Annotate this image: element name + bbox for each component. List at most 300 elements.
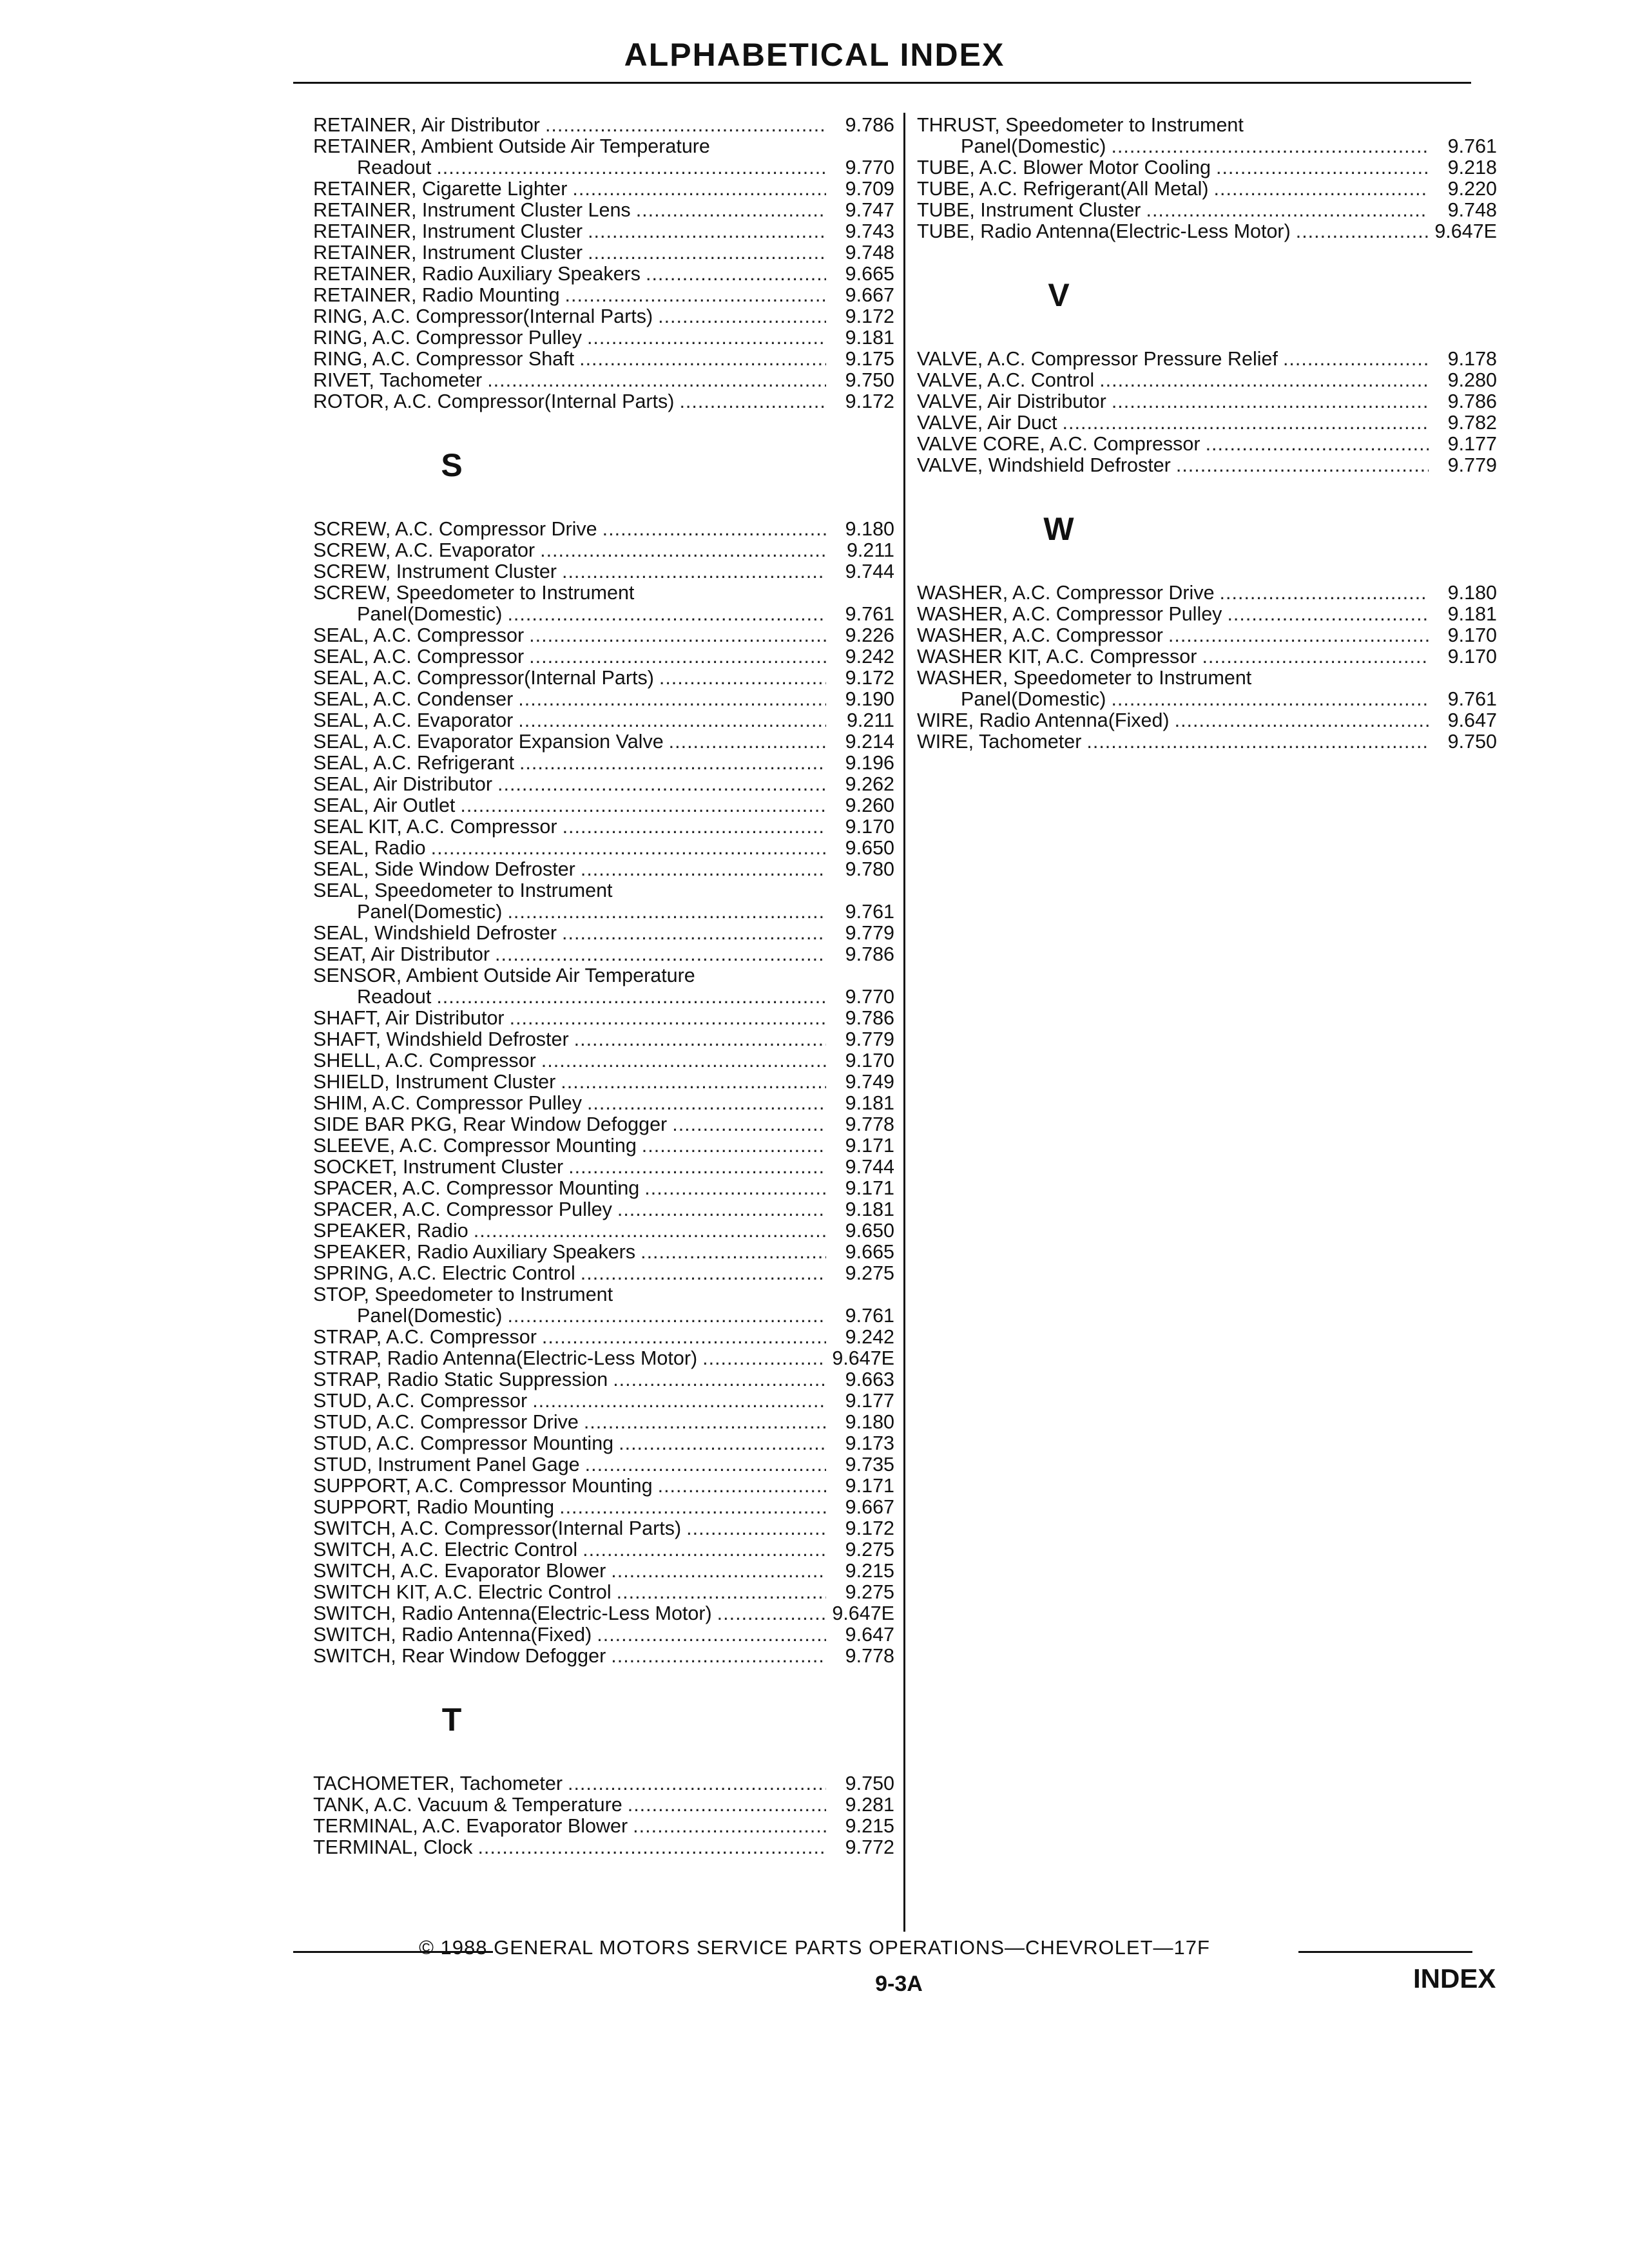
dot-leader <box>436 986 826 1008</box>
index-entry-lead: SENSOR, Ambient Outside Air Temperature <box>313 965 695 986</box>
dot-leader <box>585 1454 826 1475</box>
index-entry-page: 9.650 <box>845 837 894 859</box>
index-entry-row <box>313 1646 894 1667</box>
dot-leader <box>1214 178 1429 200</box>
index-entry-page: 9.761 <box>845 1305 894 1327</box>
index-entry-row <box>313 1157 894 1178</box>
index-entry <box>313 1433 894 1454</box>
index-entry-lead: THRUST, Speedometer to Instrument <box>917 114 1244 136</box>
dot-leader <box>1063 412 1429 434</box>
index-entry-page: 9.177 <box>845 1390 894 1412</box>
index-entry-name: WASHER, A.C. Compressor Pulley <box>917 603 1222 625</box>
index-entry-row <box>313 285 894 306</box>
index-entry-page: 9.242 <box>845 646 894 668</box>
index-entry-name: RETAINER, Instrument Cluster <box>313 220 583 242</box>
index-entry <box>313 859 894 880</box>
index-entry-row <box>313 1242 894 1263</box>
index-entry-row <box>313 221 894 242</box>
page-number: 9-3A <box>875 1972 923 1996</box>
dot-leader <box>562 923 826 944</box>
index-entry-row <box>313 1624 894 1646</box>
index-entry-name: TUBE, Radio Antenna(Electric-Less Motor) <box>917 220 1291 242</box>
index-entry-name: TACHOMETER, Tachometer <box>313 1773 563 1794</box>
index-entry <box>313 327 894 349</box>
index-entry <box>313 1582 894 1603</box>
column-divider <box>903 113 905 1932</box>
dot-leader <box>1227 604 1429 625</box>
dot-leader <box>1168 625 1429 646</box>
index-entry-page: 9.750 <box>845 1773 894 1794</box>
index-entry-page: 9.665 <box>845 1241 894 1263</box>
index-entry-row <box>313 944 894 965</box>
index-entry-name: SWITCH, A.C. Compressor(Internal Parts) <box>313 1517 682 1539</box>
index-entry-page: 9.747 <box>845 199 894 221</box>
index-entry-page: 9.761 <box>845 901 894 923</box>
index-entry-page: 9.170 <box>1447 646 1497 668</box>
index-entry-page: 9.275 <box>845 1539 894 1561</box>
index-entry-page: 9.786 <box>845 1007 894 1029</box>
index-entry-page: 9.772 <box>845 1836 894 1858</box>
index-entry <box>313 391 894 412</box>
index-entry-row <box>313 1837 894 1858</box>
index-entry-row <box>313 795 894 816</box>
dot-leader <box>532 1390 826 1412</box>
index-entry <box>313 774 894 795</box>
dot-leader <box>613 1369 826 1390</box>
index-entry <box>917 668 1497 710</box>
index-entry-page: 9.177 <box>1447 433 1497 455</box>
index-entry <box>313 944 894 965</box>
index-entry <box>313 838 894 859</box>
index-entry-name: SUPPORT, Radio Mounting <box>313 1496 555 1518</box>
index-entry-page: 9.280 <box>1447 369 1497 391</box>
index-entry-page: 9.667 <box>845 284 894 306</box>
index-entry <box>313 1390 894 1412</box>
dot-leader <box>644 1178 826 1199</box>
dot-leader <box>529 625 826 646</box>
index-entry-name: SPACER, A.C. Compressor Mounting <box>313 1177 640 1199</box>
dot-leader <box>617 1199 826 1220</box>
index-entry <box>313 816 894 838</box>
index-entry-page: 9.748 <box>845 242 894 264</box>
index-entry-name: TANK, A.C. Vacuum & Temperature <box>313 1794 622 1816</box>
dot-leader <box>507 604 826 625</box>
index-entry <box>313 880 894 923</box>
index-entry-page: 9.744 <box>845 1156 894 1178</box>
index-entry-page: 9.744 <box>845 561 894 582</box>
index-entry-page: 9.281 <box>845 1794 894 1816</box>
dot-leader <box>572 178 826 200</box>
index-entry-page: 9.780 <box>845 858 894 880</box>
index-entry-page: 9.650 <box>845 1220 894 1242</box>
index-entry-row <box>313 1816 894 1837</box>
index-entry-page: 9.779 <box>845 922 894 944</box>
index-entry-name: Panel(Domestic) <box>961 135 1106 157</box>
index-entry-name: SEAL, Air Distributor <box>313 773 492 795</box>
index-entry <box>313 561 894 582</box>
index-entry-row <box>313 391 894 412</box>
index-entry-name: SLEEVE, A.C. Compressor Mounting <box>313 1135 637 1157</box>
index-entry <box>313 923 894 944</box>
dot-leader <box>477 1837 826 1858</box>
dot-leader <box>611 1561 826 1582</box>
index-entry-page: 9.750 <box>1447 731 1497 753</box>
dot-leader <box>658 1475 826 1497</box>
index-entry-name: Readout <box>357 157 432 178</box>
dot-leader <box>1111 689 1429 710</box>
index-entry-name: SHELL, A.C. Compressor <box>313 1050 536 1072</box>
index-entry-row <box>313 540 894 561</box>
index-entry-name: Panel(Domestic) <box>961 688 1106 710</box>
index-entry <box>917 349 1497 370</box>
index-entry-row <box>313 1072 894 1093</box>
dot-leader <box>642 1135 826 1157</box>
index-entry-row <box>313 1390 894 1412</box>
dot-leader <box>584 1412 826 1433</box>
index-entry-page: 9.242 <box>845 1326 894 1348</box>
index-entry-row <box>917 434 1497 455</box>
index-entry-name: WASHER, A.C. Compressor Drive <box>917 582 1215 604</box>
index-entry-row <box>313 838 894 859</box>
index-entry <box>313 370 894 391</box>
index-entry <box>313 1646 894 1667</box>
index-entry-row <box>313 1008 894 1029</box>
index-entry-name: STUD, A.C. Compressor <box>313 1390 528 1412</box>
index-entry-row <box>313 753 894 774</box>
index-entry-row <box>313 1050 894 1072</box>
index-entry-page: 9.181 <box>845 327 894 349</box>
dot-leader <box>529 646 826 668</box>
index-entry <box>917 221 1497 242</box>
index-entry <box>313 689 894 710</box>
index-entry <box>313 1412 894 1433</box>
section-letter-w: W <box>1043 511 1074 547</box>
dot-leader <box>487 370 826 391</box>
index-left-column <box>313 115 894 1858</box>
index-entry-row <box>313 646 894 668</box>
dot-leader <box>568 1773 826 1794</box>
index-entry-page: 9.180 <box>845 1411 894 1433</box>
index-entry-lead: RETAINER, Ambient Outside Air Temperature <box>313 135 710 157</box>
dot-leader <box>581 859 826 880</box>
index-entry-page: 9.178 <box>1447 348 1497 370</box>
index-entry-row <box>917 731 1497 753</box>
index-entry-page: 9.786 <box>1447 390 1497 412</box>
index-entry-name: SEAL, A.C. Refrigerant <box>313 752 514 774</box>
index-entry <box>313 1072 894 1093</box>
index-entry-row <box>313 1497 894 1518</box>
index-entry-row <box>917 710 1497 731</box>
index-entry-page: 9.170 <box>1447 624 1497 646</box>
dot-leader <box>686 1518 826 1539</box>
dot-leader <box>1086 731 1429 753</box>
index-entry-name: SPACER, A.C. Compressor Pulley <box>313 1198 612 1220</box>
dot-leader <box>1202 646 1429 668</box>
index-entry <box>917 157 1497 178</box>
dot-leader <box>561 1072 826 1093</box>
index-entry-name: WIRE, Radio Antenna(Fixed) <box>917 709 1170 731</box>
index-entry-row <box>313 1582 894 1603</box>
index-entry-name: SEAL, A.C. Condenser <box>313 688 514 710</box>
index-entry-row <box>313 731 894 753</box>
index-entry-name: Panel(Domestic) <box>357 603 503 625</box>
index-entry-page: 9.190 <box>845 688 894 710</box>
dot-leader <box>518 710 826 731</box>
index-entry <box>313 753 894 774</box>
index-entry-page: 9.196 <box>845 752 894 774</box>
index-entry-name: SCREW, A.C. Compressor Drive <box>313 518 597 540</box>
index-entry-row <box>313 1412 894 1433</box>
index-entry <box>917 370 1497 391</box>
index-entry-name: SEAL, Air Outlet <box>313 794 456 816</box>
index-entry-name: SEAL, A.C. Compressor(Internal Parts) <box>313 667 654 689</box>
index-entry-page: 9.647E <box>1434 220 1497 242</box>
index-entry <box>917 115 1497 157</box>
index-entry-row <box>313 349 894 370</box>
index-entry-page: 9.647 <box>845 1624 894 1646</box>
dot-leader <box>588 242 826 264</box>
dot-leader <box>581 1263 826 1284</box>
index-entry-name: SHIELD, Instrument Cluster <box>313 1071 556 1093</box>
index-entry-page: 9.172 <box>845 390 894 412</box>
index-entry-page: 9.786 <box>845 114 894 136</box>
index-entry <box>313 1475 894 1497</box>
index-entry <box>313 264 894 285</box>
index-entry-page: 9.275 <box>845 1581 894 1603</box>
dot-leader <box>436 157 826 178</box>
index-entry-page: 9.770 <box>845 986 894 1008</box>
index-entry-row <box>313 1327 894 1348</box>
index-entry-name: STUD, Instrument Panel Gage <box>313 1454 580 1475</box>
index-entry-name: SPRING, A.C. Electric Control <box>313 1262 575 1284</box>
index-entry-row <box>313 178 894 200</box>
index-entry-page: 9.782 <box>1447 412 1497 434</box>
index-entry-page: 9.647E <box>832 1347 894 1369</box>
index-entry <box>313 200 894 221</box>
index-entry-name: SHIM, A.C. Compressor Pulley <box>313 1092 582 1114</box>
index-entry-row <box>313 370 894 391</box>
index-entry-name: SWITCH, A.C. Electric Control <box>313 1539 578 1561</box>
index-entry <box>313 242 894 264</box>
index-entry <box>313 1837 894 1858</box>
index-entry <box>917 434 1497 455</box>
index-entry-lead: STOP, Speedometer to Instrument <box>313 1283 613 1305</box>
index-entry-name: RING, A.C. Compressor Pulley <box>313 327 582 349</box>
index-entry <box>313 1454 894 1475</box>
index-entry <box>313 1135 894 1157</box>
dot-leader <box>545 115 826 136</box>
index-entry-name: Panel(Domestic) <box>357 901 503 923</box>
index-entry-name: RETAINER, Instrument Cluster <box>313 242 583 264</box>
index-entry <box>313 731 894 753</box>
index-entry-row <box>313 710 894 731</box>
index-entry-page: 9.778 <box>845 1113 894 1135</box>
index-entry-lead: WASHER, Speedometer to Instrument <box>917 667 1252 689</box>
index-entry-page: 9.749 <box>845 1071 894 1093</box>
dot-leader <box>636 200 826 221</box>
index-entry-row <box>313 1518 894 1539</box>
index-entry-page: 9.770 <box>845 157 894 178</box>
index-entry-name: WASHER KIT, A.C. Compressor <box>917 646 1197 668</box>
index-entry-name: VALVE, A.C. Compressor Pressure Relief <box>917 348 1278 370</box>
dot-leader <box>1220 582 1429 604</box>
index-entry-page: 9.761 <box>845 603 894 625</box>
dot-leader <box>588 221 826 242</box>
index-entry-name: SWITCH, Radio Antenna(Fixed) <box>313 1624 592 1646</box>
index-entry <box>917 604 1497 625</box>
index-entry-row <box>917 178 1497 200</box>
index-entry-page: 9.709 <box>845 178 894 200</box>
index-entry-page: 9.180 <box>845 518 894 540</box>
index-entry <box>917 731 1497 753</box>
index-entry-row <box>313 774 894 795</box>
index-entry-name: STRAP, Radio Antenna(Electric-Less Motor) <box>313 1347 698 1369</box>
index-entry-page: 9.665 <box>845 263 894 285</box>
index-entry-name: SUPPORT, A.C. Compressor Mounting <box>313 1475 653 1497</box>
dot-leader <box>510 1008 826 1029</box>
dot-leader <box>628 1794 826 1816</box>
index-entry-page: 9.170 <box>845 816 894 838</box>
index-entry-name: SOCKET, Instrument Cluster <box>313 1156 564 1178</box>
index-entry <box>313 625 894 646</box>
dot-leader <box>1112 391 1429 412</box>
index-entry-page: 9.180 <box>1447 582 1497 604</box>
index-entry-row <box>917 582 1497 604</box>
index-entry-page: 9.743 <box>845 220 894 242</box>
index-entry-page: 9.214 <box>845 731 894 753</box>
index-entry-name: RIVET, Tachometer <box>313 369 483 391</box>
index-entry-row <box>313 200 894 221</box>
index-entry-row <box>313 1794 894 1816</box>
index-entry-name: RING, A.C. Compressor(Internal Parts) <box>313 305 653 327</box>
index-entry-name: TUBE, A.C. Refrigerant(All Metal) <box>917 178 1209 200</box>
index-entry <box>917 582 1497 604</box>
dot-leader <box>507 1305 826 1327</box>
index-entry <box>917 178 1497 200</box>
index-entry-name: STRAP, Radio Static Suppression <box>313 1369 608 1390</box>
index-entry <box>917 412 1497 434</box>
index-entry-name: RETAINER, Radio Auxiliary Speakers <box>313 263 641 285</box>
index-entry-name: SEAT, Air Distributor <box>313 943 490 965</box>
index-entry-row <box>917 349 1497 370</box>
index-entry <box>313 1497 894 1518</box>
index-entry <box>313 1794 894 1816</box>
index-entry-row <box>313 1773 894 1794</box>
index-entry-row <box>313 1539 894 1561</box>
dot-leader <box>617 1582 826 1603</box>
dot-leader <box>587 1093 826 1114</box>
index-entry-name: WIRE, Tachometer <box>917 731 1082 753</box>
index-entry-row <box>313 519 894 540</box>
index-entry-name: SEAL, A.C. Compressor <box>313 624 525 646</box>
dot-leader <box>541 1050 826 1072</box>
title-rule <box>293 82 1471 84</box>
index-entry-row <box>313 1093 894 1114</box>
index-entry-name: Readout <box>357 986 432 1008</box>
index-entry-row <box>917 412 1497 434</box>
index-entry <box>917 455 1497 476</box>
index-entry <box>313 221 894 242</box>
dot-leader <box>602 519 826 540</box>
dot-leader <box>542 1327 826 1348</box>
index-entry-row <box>313 1135 894 1157</box>
index-entry-row <box>313 1561 894 1582</box>
page-title: ALPHABETICAL INDEX <box>624 37 1005 73</box>
index-entry-name: SWITCH, Radio Antenna(Electric-Less Motor) <box>313 1602 712 1624</box>
index-entry-name: SEAL KIT, A.C. Compressor <box>313 816 557 838</box>
index-entry <box>313 349 894 370</box>
index-entry-row <box>313 1369 894 1390</box>
index-entry-row <box>313 1199 894 1220</box>
index-entry <box>313 1029 894 1050</box>
section-label: INDEX <box>1413 1963 1496 1994</box>
index-entry-name: RETAINER, Air Distributor <box>313 114 540 136</box>
index-entry-page: 9.275 <box>845 1262 894 1284</box>
dot-leader <box>1099 370 1429 391</box>
dot-leader <box>1175 710 1429 731</box>
index-entry <box>313 668 894 689</box>
index-entry-name: TUBE, A.C. Blower Motor Cooling <box>917 157 1211 178</box>
index-entry-page: 9.181 <box>1447 603 1497 625</box>
index-entry-name: SEAL, Side Window Defroster <box>313 858 575 880</box>
index-entry-lead: SEAL, Speedometer to Instrument <box>313 879 613 901</box>
index-entry <box>313 1539 894 1561</box>
dot-leader <box>1283 349 1429 370</box>
index-entry-row <box>313 1475 894 1497</box>
index-entry-row <box>313 157 894 178</box>
index-entry-page: 9.173 <box>845 1432 894 1454</box>
index-entry-page: 9.748 <box>1447 199 1497 221</box>
index-entry-name: SEAL, A.C. Evaporator Expansion Valve <box>313 731 664 753</box>
index-entry <box>917 646 1497 668</box>
index-entry <box>313 1008 894 1029</box>
index-entry-name: RETAINER, Cigarette Lighter <box>313 178 568 200</box>
index-entry-page: 9.779 <box>845 1028 894 1050</box>
dot-leader <box>1176 455 1429 476</box>
index-entry-name: SWITCH KIT, A.C. Electric Control <box>313 1581 612 1603</box>
dot-leader <box>1296 221 1429 242</box>
dot-leader <box>611 1646 826 1667</box>
dot-leader <box>1111 136 1429 157</box>
index-entry <box>313 1518 894 1539</box>
index-entry-row <box>917 157 1497 178</box>
index-entry <box>313 540 894 561</box>
index-entry <box>313 306 894 327</box>
index-entry <box>313 1773 894 1794</box>
index-entry-page: 9.779 <box>1447 454 1497 476</box>
dot-leader <box>474 1220 826 1242</box>
index-entry-row <box>917 391 1497 412</box>
index-entry-row <box>313 901 894 923</box>
index-entry <box>313 1327 894 1348</box>
index-entry-name: SCREW, A.C. Evaporator <box>313 539 535 561</box>
index-entry <box>313 1816 894 1837</box>
index-entry-page: 9.175 <box>845 348 894 370</box>
index-entry-row <box>313 668 894 689</box>
dot-leader <box>619 1433 826 1454</box>
copyright-footer: © 1988 GENERAL MOTORS SERVICE PARTS OPERATIONS—CHEVROLET—17F <box>419 1936 1210 1959</box>
index-entry-row <box>917 136 1497 157</box>
index-entry-row <box>313 1305 894 1327</box>
section-letter-v: V <box>1048 277 1070 313</box>
index-entry-row <box>313 923 894 944</box>
index-entry-name: SCREW, Instrument Cluster <box>313 561 557 582</box>
index-entry-row <box>917 200 1497 221</box>
index-entry <box>313 1603 894 1624</box>
dot-leader <box>1216 157 1429 178</box>
dot-leader <box>460 795 826 816</box>
index-entry-name: WASHER, A.C. Compressor <box>917 624 1163 646</box>
